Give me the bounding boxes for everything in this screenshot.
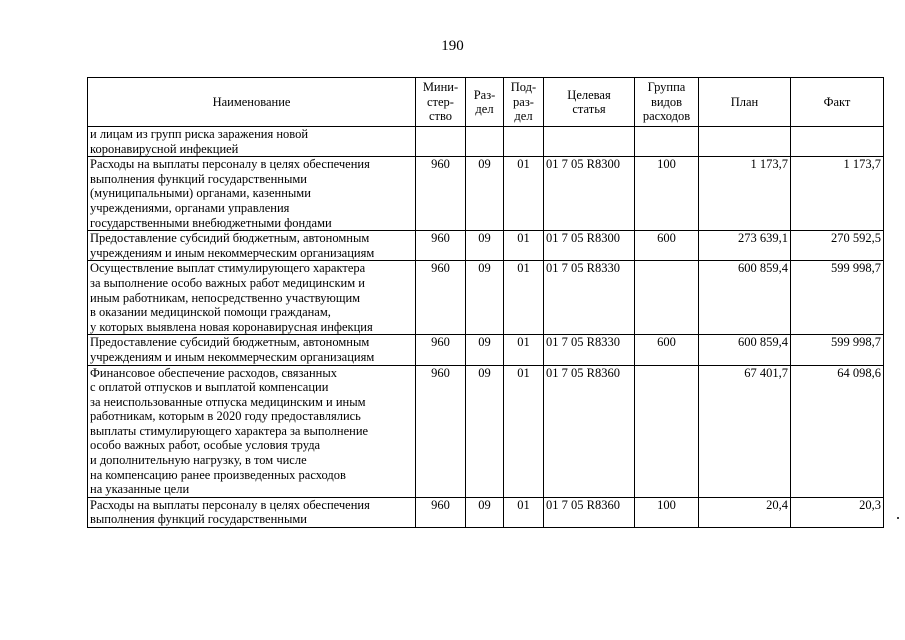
row-fact: 599 998,7 <box>791 261 884 335</box>
row-ministry: 960 <box>416 231 466 261</box>
row-section: 09 <box>466 497 504 527</box>
row-target-article: 01 7 05 R8330 <box>544 335 635 365</box>
row-expense-group <box>635 127 699 157</box>
scan-speck <box>897 517 899 519</box>
row-fact: 270 592,5 <box>791 231 884 261</box>
row-target-article: 01 7 05 R8330 <box>544 261 635 335</box>
table-header-row <box>88 78 884 127</box>
row-section <box>466 127 504 157</box>
row-expense-group: 100 <box>635 157 699 231</box>
row-target-article: 01 7 05 R8360 <box>544 497 635 527</box>
row-expense-group: 600 <box>635 231 699 261</box>
row-target-article: 01 7 05 R8300 <box>544 157 635 231</box>
row-name: Расходы на выплаты персоналу в целях обеспечения выполнения функций государственными <box>88 497 416 527</box>
row-ministry: 960 <box>416 261 466 335</box>
table-row <box>88 157 884 231</box>
page-number: 190 <box>441 38 464 54</box>
header-target-article: Целевая статья <box>544 78 635 127</box>
row-subsection: 01 <box>504 335 544 365</box>
row-subsection: 01 <box>504 365 544 497</box>
row-plan: 273 639,1 <box>699 231 791 261</box>
row-name: Предоставление субсидий бюджетным, автономным учреждениям и иным некоммерческим организациям <box>88 231 416 261</box>
row-subsection: 01 <box>504 261 544 335</box>
row-name: Расходы на выплаты персоналу в целях обеспечения выполнения функций государственными (муниципальными) органами, казенными учреждениями, органами управления государственными внебюджетными фондами <box>88 157 416 231</box>
header-name: Наименование <box>88 78 416 127</box>
table-row <box>88 231 884 261</box>
row-subsection: 01 <box>504 497 544 527</box>
row-plan: 1 173,7 <box>699 157 791 231</box>
header-expense-group: Группа видов расходов <box>635 78 699 127</box>
row-plan: 67 401,7 <box>699 365 791 497</box>
row-name: Осуществление выплат стимулирующего характера за выполнение особо важных работ медицинским и иным работникам, непосредственно участвующим в оказании медицинской помощи гражданам, у которых выявлена новая коронавирусная инфекция <box>88 261 416 335</box>
row-plan: 600 859,4 <box>699 261 791 335</box>
row-name: и лицам из групп риска заражения новой коронавирусной инфекцией <box>88 127 416 157</box>
header-subsection: Под- раз- дел <box>504 78 544 127</box>
budget-table <box>87 77 884 528</box>
table-row <box>88 497 884 527</box>
row-plan <box>699 127 791 157</box>
row-expense-group <box>635 261 699 335</box>
row-section: 09 <box>466 365 504 497</box>
row-fact: 20,3 <box>791 497 884 527</box>
table-row <box>88 365 884 497</box>
row-name: Финансовое обеспечение расходов, связанных с оплатой отпусков и выплатой компенсации за неиспользованные отпуска медицинским и иным работникам, которым в 2020 году предоставлялись выплаты стимулирующего характера за выполнение особо важных работ, особые условия труда и дополнительную нагрузку, в том числе на компенсацию ранее произведенных расходов на указанные цели <box>88 365 416 497</box>
row-subsection <box>504 127 544 157</box>
row-target-article <box>544 127 635 157</box>
row-section: 09 <box>466 335 504 365</box>
table-row <box>88 335 884 365</box>
header-section: Раз- дел <box>466 78 504 127</box>
row-name: Предоставление субсидий бюджетным, автономным учреждениям и иным некоммерческим организациям <box>88 335 416 365</box>
row-fact: 64 098,6 <box>791 365 884 497</box>
row-ministry: 960 <box>416 335 466 365</box>
table-row <box>88 261 884 335</box>
row-fact <box>791 127 884 157</box>
row-ministry: 960 <box>416 157 466 231</box>
row-expense-group: 100 <box>635 497 699 527</box>
row-ministry: 960 <box>416 497 466 527</box>
row-section: 09 <box>466 157 504 231</box>
header-fact: Факт <box>791 78 884 127</box>
row-expense-group: 600 <box>635 335 699 365</box>
row-target-article: 01 7 05 R8360 <box>544 365 635 497</box>
table-row <box>88 127 884 157</box>
row-target-article: 01 7 05 R8300 <box>544 231 635 261</box>
row-section: 09 <box>466 231 504 261</box>
header-plan: План <box>699 78 791 127</box>
row-expense-group <box>635 365 699 497</box>
row-fact: 599 998,7 <box>791 335 884 365</box>
header-ministry: Мини- стер- ство <box>416 78 466 127</box>
row-ministry: 960 <box>416 365 466 497</box>
row-plan: 20,4 <box>699 497 791 527</box>
row-plan: 600 859,4 <box>699 335 791 365</box>
row-subsection: 01 <box>504 231 544 261</box>
row-fact: 1 173,7 <box>791 157 884 231</box>
row-section: 09 <box>466 261 504 335</box>
row-subsection: 01 <box>504 157 544 231</box>
row-ministry <box>416 127 466 157</box>
